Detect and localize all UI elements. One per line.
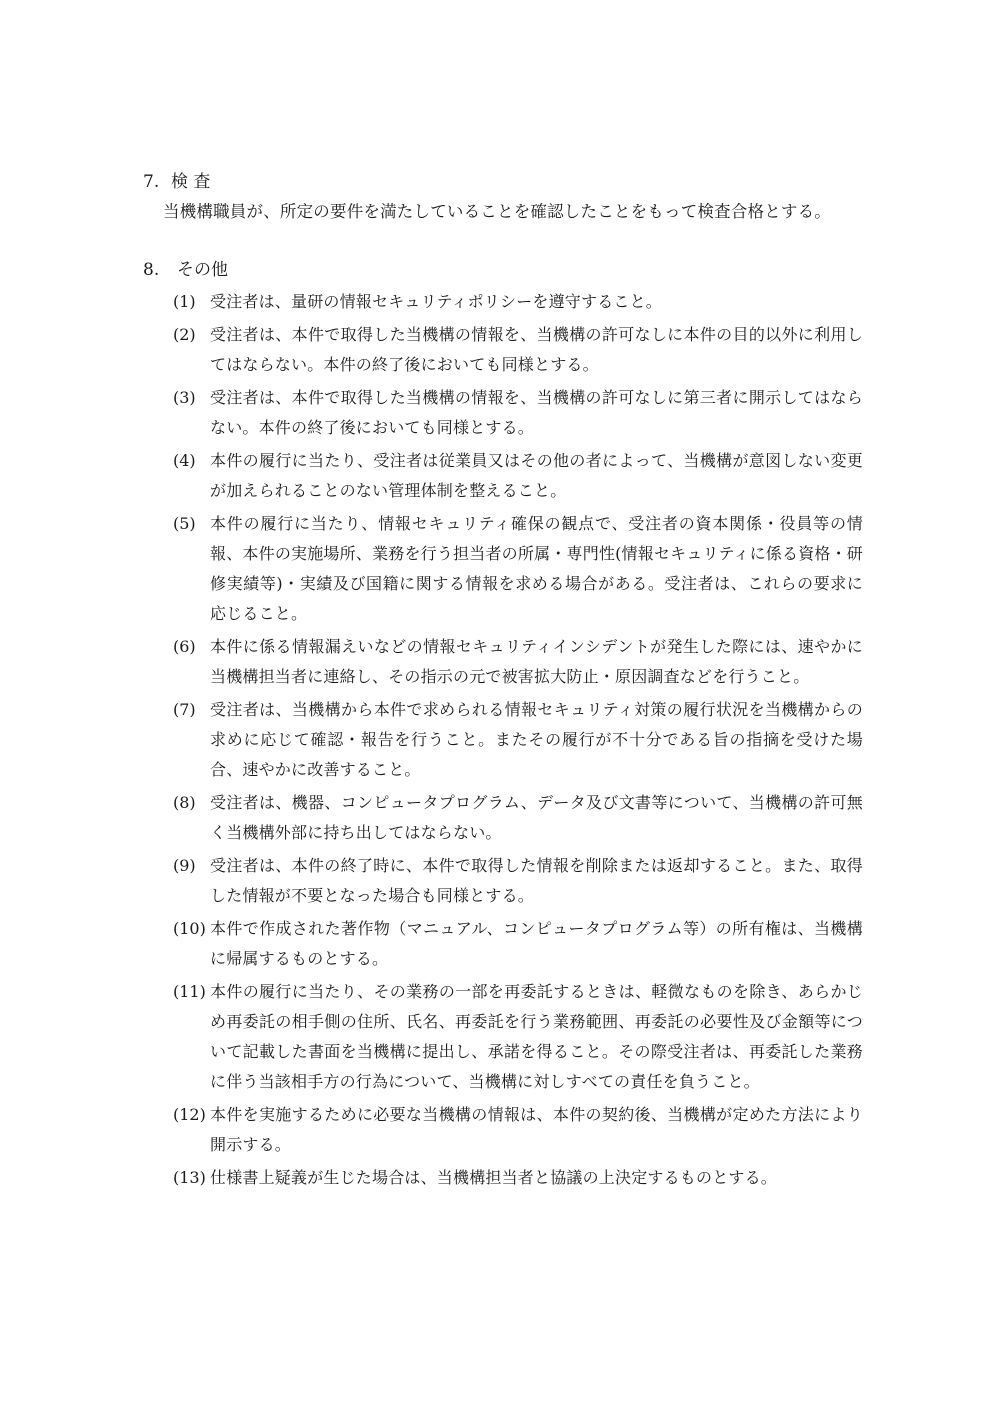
item-marker: (3) <box>173 388 196 407</box>
list-item <box>173 914 863 974</box>
item-text: 本件の履行に当たり、情報セキュリティ確保の観点で、受注者の資本関係・役員等の情報、本件の実施場所、業務を行う担当者の所属・専門性(情報セキュリティに係る資格・研修実績等)・実績及び国籍に関する情報を求める場合がある。受注者は、これらの要求に応じること。 <box>210 514 863 623</box>
item-text: 受注者は、本件で取得した当機構の情報を、当機構の許可なしに本件の目的以外に利用してはならない。本件の終了後においても同様とする。 <box>210 325 863 374</box>
item-text: 受注者は、当機構から本件で求められる情報セキュリティ対策の履行状況を当機構からの求めに応じて確認・報告を行うこと。またその履行が不十分である旨の指摘を受けた場合、速やかに改善すること。 <box>210 700 863 779</box>
section-8-item-list <box>173 287 863 1196</box>
section-7-body: 当機構職員が、所定の要件を満たしていることを確認したことをもって検査合格とする。 <box>163 202 831 221</box>
item-text: 受注者は、本件の終了時に、本件で取得した情報を削除または返却すること。また、取得した情報が不要となった場合も同様とする。 <box>210 856 863 905</box>
list-item <box>173 695 863 785</box>
item-marker: (2) <box>173 325 196 344</box>
section-8-number: 8. <box>143 260 160 280</box>
item-marker: (1) <box>173 292 196 311</box>
item-text: 受注者は、量研の情報セキュリティポリシーを遵守すること。 <box>210 292 663 311</box>
item-marker: (11) <box>173 982 206 1001</box>
item-text: 本件の履行に当たり、その業務の一部を再委託するときは、軽微なものを除き、あらかじめ再委託の相手側の住所、氏名、再委託を行う業務範囲、再委託の必要性及び金額等について記載した書面を当機構に提出し、承諾を得ること。その際受注者は、再委託した業務に伴う当該相手方の行為について、当機構に対しすべての責任を負うこと。 <box>210 982 863 1091</box>
list-item <box>173 287 863 317</box>
section-7-title: 検 査 <box>171 172 211 192</box>
item-marker: (6) <box>173 637 196 656</box>
item-marker: (9) <box>173 856 196 875</box>
section-8-heading <box>143 255 228 285</box>
list-item <box>173 383 863 443</box>
item-text: 本件に係る情報漏えいなどの情報セキュリティインシデントが発生した際には、速やかに当機構担当者に連絡し、その指示の元で被害拡大防止・原因調査などを行うこと。 <box>210 637 863 686</box>
item-text: 受注者は、機器、コンピュータプログラム、データ及び文書等について、当機構の許可無く当機構外部に持ち出してはならない。 <box>210 793 863 842</box>
list-item <box>173 977 863 1097</box>
list-item <box>173 1100 863 1160</box>
item-marker: (13) <box>173 1168 206 1187</box>
item-text: 本件の履行に当たり、受注者は従業員又はその他の者によって、当機構が意図しない変更が加えられることのない管理体制を整えること。 <box>210 451 863 500</box>
list-item <box>173 446 863 506</box>
item-text: 本件で作成された著作物（マニュアル、コンピュータプログラム等）の所有権は、当機構に帰属するものとする。 <box>210 919 863 968</box>
item-marker: (12) <box>173 1105 206 1124</box>
item-marker: (7) <box>173 700 196 719</box>
list-item <box>173 509 863 629</box>
list-item <box>173 320 863 380</box>
item-text: 本件を実施するために必要な当機構の情報は、本件の契約後、当機構が定めた方法により開示する。 <box>210 1105 863 1154</box>
item-marker: (8) <box>173 793 196 812</box>
list-item <box>173 851 863 911</box>
list-item <box>173 1163 863 1193</box>
item-marker: (10) <box>173 919 206 938</box>
section-7-heading <box>143 167 210 197</box>
item-marker: (5) <box>173 514 196 533</box>
item-marker: (4) <box>173 451 196 470</box>
list-item <box>173 788 863 848</box>
section-7-number: 7. <box>143 172 160 192</box>
section-8-title: その他 <box>177 260 228 280</box>
item-text: 受注者は、本件で取得した当機構の情報を、当機構の許可なしに第三者に開示してはならない。本件の終了後においても同様とする。 <box>210 388 863 437</box>
item-text: 仕様書上疑義が生じた場合は、当機構担当者と協議の上決定するものとする。 <box>210 1168 778 1187</box>
list-item <box>173 632 863 692</box>
